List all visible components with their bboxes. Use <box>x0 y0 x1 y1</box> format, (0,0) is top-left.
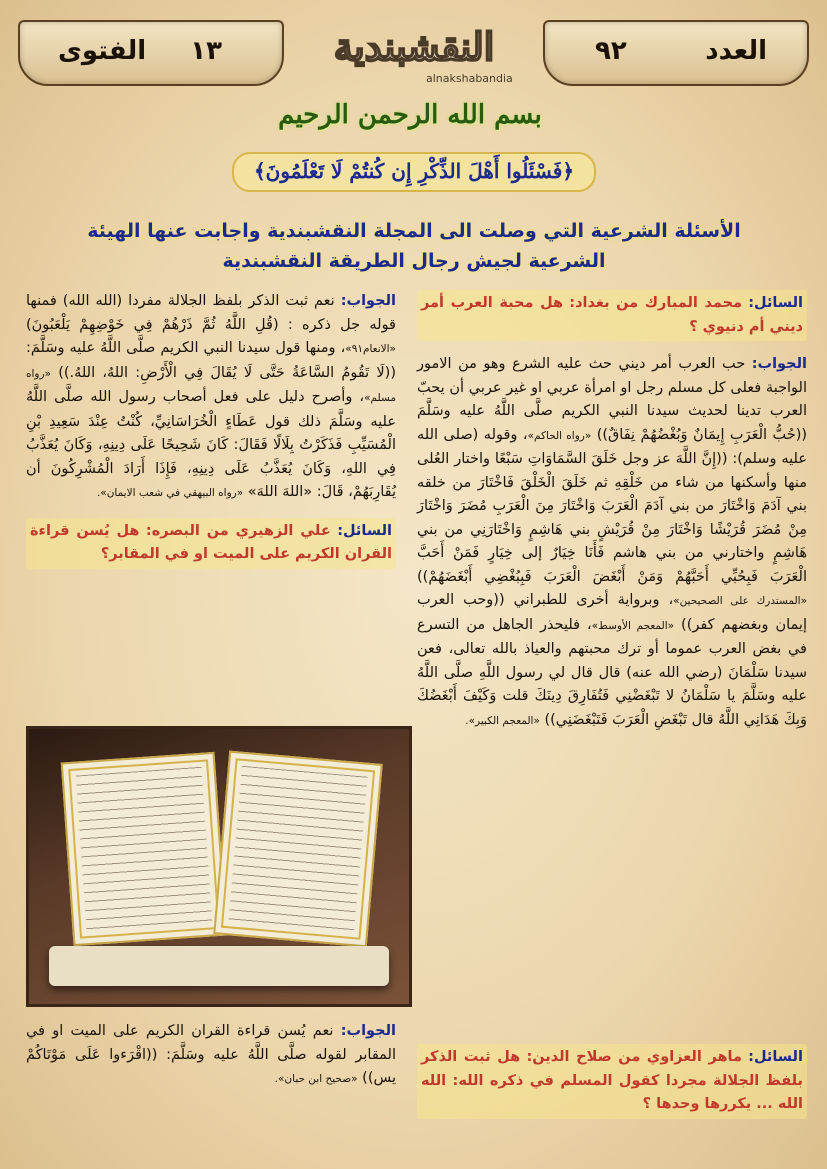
source-citation: «رواه الحاكم» <box>527 429 592 442</box>
basmala: بسم الله الرحمن الرحيم <box>278 100 542 130</box>
answer-text: ، فليحذر الجاهل من التسرع في بغض العرب عموما أو ترك محبتهم والعياذ بالله تعالى، فعن سيدنا سَلْمَانَ (رضي الله عنه) قال قال لي رسول اللَّهِ صلَّى اللَّهُ عليه وسَلَّمَ يا سَلْمَانُ لا تَبْغَضْنِي فَتُفَارِقَ دِينَكَ قلت وَكَيْفَ أَبْغَضُكَ وَبِكَ هَدَانِي اللَّهُ قال تَبْغَضِ الْعَرَبَ فَتَبْغَضَنِي)) <box>417 616 807 728</box>
quran-verse: ﴿فَسْئَلُوا أَهْلَ الذِّكْرِ إِن كُنتُمْ لَا تَعْلَمُونَ﴾ <box>232 152 596 192</box>
issue-number: ٩٢ <box>595 36 627 66</box>
answer-text: حب العرب أمر ديني حث عليه الشرع وهو من الامور الواجبة فعلى كل مسلم رجل او امرأة عربي او غير عربي أن يحبّ العرب تدينا لحديث سيدنا النبي الكريم صلَّى اللَّهُ عليه وسَلَّمَ ((حُبُّ الْعَرَبِ إِيمَانٌ وَبُغْضُهُمْ نِفَاقٌ)) <box>417 356 808 443</box>
answer-label: الجواب: <box>340 293 397 309</box>
book-edge <box>49 946 389 986</box>
source-citation: «المستدرك على الصحيحين» <box>673 595 807 607</box>
left-column <box>26 290 396 581</box>
issue-label: العدد <box>705 36 767 66</box>
source-citation: «المعجم الكبير». <box>465 714 540 727</box>
answer-text: نعم يُسن قراءة القران الكريم على الميت او في المقابر لقوله صلَّى اللَّهُ عليه وسَلَّمَ: ((اقْرَءوا عَلَى مَوْتَاكُمْ يس)) <box>26 1023 396 1086</box>
book-page-right <box>213 751 382 948</box>
source-citation: «رواه مسلم» <box>26 367 396 404</box>
left-bottom <box>26 1020 396 1104</box>
section-label: الفتوى <box>58 36 147 66</box>
source-citation: «رواه البيهقي في شعب الايمان». <box>96 487 244 499</box>
question-2 <box>417 1044 807 1119</box>
question-1 <box>417 290 807 341</box>
answer-label: الجواب: <box>751 356 807 372</box>
answer-1 <box>417 353 807 733</box>
section-number: ١٣ <box>190 36 222 66</box>
answer-text: ، وأصرح دليل على فعل أصحاب رسول الله صلَّى اللَّهُ عليه وسَلَّمَ ذلك قول عَطَاءٍ الْخُرَاسَانِيِّ، كُنْتُ عِنْدَ سَعِيدِ بْنِ الْمُسَيِّبِ فَذَكَرْتُ بِلَالًا فَقَالَ: كَانَ شَحِيحًا عَلَى دِينِهِ، وَكَانَ يُعَذَّبُ فِي اللهِ، وَكَانَ يُعَذَّبُ عَلَى دِينِهِ، فَإِذَا أَرَادَ الْمُشْرِكُونَ أن يُقَارِبَهُمْ، قَالَ: «اللهَ اللهَ» <box>26 389 396 500</box>
asker-label: السائل: <box>748 1049 803 1065</box>
answer-3 <box>26 1020 396 1092</box>
book-page-left <box>61 752 227 946</box>
answer-label: الجواب: <box>340 1023 397 1039</box>
answer-text: ، وبرواية أخرى للطبراني ((وحب العرب إيمان وبغضهم كفر)) <box>417 592 807 633</box>
question-text: هل يُسن قراءة القران الكريم على الميت او في المقابر؟ <box>30 522 392 562</box>
issue-banner <box>543 20 809 86</box>
asker-label: السائل: <box>748 295 804 311</box>
section-banner <box>18 20 284 86</box>
answer-text: ، ومنها قول سيدنا النبي الكريم صلَّى اللَّهُ عليه وسَلَّمَ: ((لَا تَقُومُ السَّاعَةُ حَتَّى لَا يُقَالَ فِي الْأَرْضِ: اللهُ، اللهُ.)) <box>26 340 397 381</box>
magazine-latin-name: alnakshabandia <box>426 72 513 85</box>
right-column <box>417 290 807 745</box>
asker-name: محمد المبارك من بغداد: <box>569 295 743 311</box>
source-citation: «الانعام٩١» <box>345 343 396 355</box>
right-bottom <box>417 1044 807 1131</box>
magazine-logo <box>294 22 534 85</box>
question-text: هل محبة العرب أمر ديني أم دنيوي ؟ <box>421 295 803 335</box>
answer-2 <box>26 290 396 506</box>
answer-text: ، وقوله (صلى الله عليه وسلم): ((إِنَّ اللَّهَ عز وجل خَلَقَ السَّمَاوَاتِ سَبْعًا واختار العُلى منها وأسكنها من شاء من خَلْقِهِ ثم خَلَقَ الْخَلْقَ فَاخْتَارَ من خلقه بني آدَمَ وَاخْتَارَ من بني آدَمَ الْعَرَبَ وَاخْتَارَ مِنَ الْعَرَبِ مُضَرَ وَاخْتَارَ مِنْ مُضَرَ قُرَيْشًا وَاخْتَارَ مِنْ قُرَيْشٍ بني هَاشِمٍ وَاخْتَارَنِي من بني هَاشِمٍ واختارني من بني هاشم فَأَنَا خِيَارٌ إلى خِيَارٍ فَمَنْ أَحَبَّ الْعَرَبَ فَبِحُبِّي أَحَبَّهُمْ وَمَنْ أَبْغَضَ الْعَرَبَ فَبِبُغْضِي أَبْغَضَهُمْ)) <box>417 426 807 585</box>
page-title: الأسئلة الشرعية التي وصلت الى المجلة النقشبندية واجابت عنها الهيئة الشرعية لجيش رجال الطريقة النقشبندية <box>87 220 741 272</box>
asker-label: السائل: <box>337 522 392 539</box>
quran-book-image <box>26 726 412 1007</box>
asker-name: علي الزهيري من البصره: <box>145 522 331 539</box>
asker-name: ماهر العزاوي من صلاح الدين: <box>526 1049 742 1065</box>
question-3 <box>26 518 396 569</box>
magazine-name: النقشبندية <box>333 24 495 69</box>
source-citation: «المعجم الأوسط» <box>591 619 675 632</box>
question-text: هل ثبت الذكر بلفظ الجلالة مجردا كقول المسلم في ذكره الله: الله الله ... يكررها وحدها ؟ <box>421 1049 803 1112</box>
source-citation: «صحيح ابن حبان». <box>274 1073 358 1085</box>
answer-text: نعم ثبت الذكر بلفظ الجلالة مفردا (الله الله) فمنها قوله جل ذكره : (قُلِ اللَّهُ ثُمَّ ذَرْهُمْ فِي خَوْضِهِمْ يَلْعَبُونَ) <box>26 293 396 333</box>
